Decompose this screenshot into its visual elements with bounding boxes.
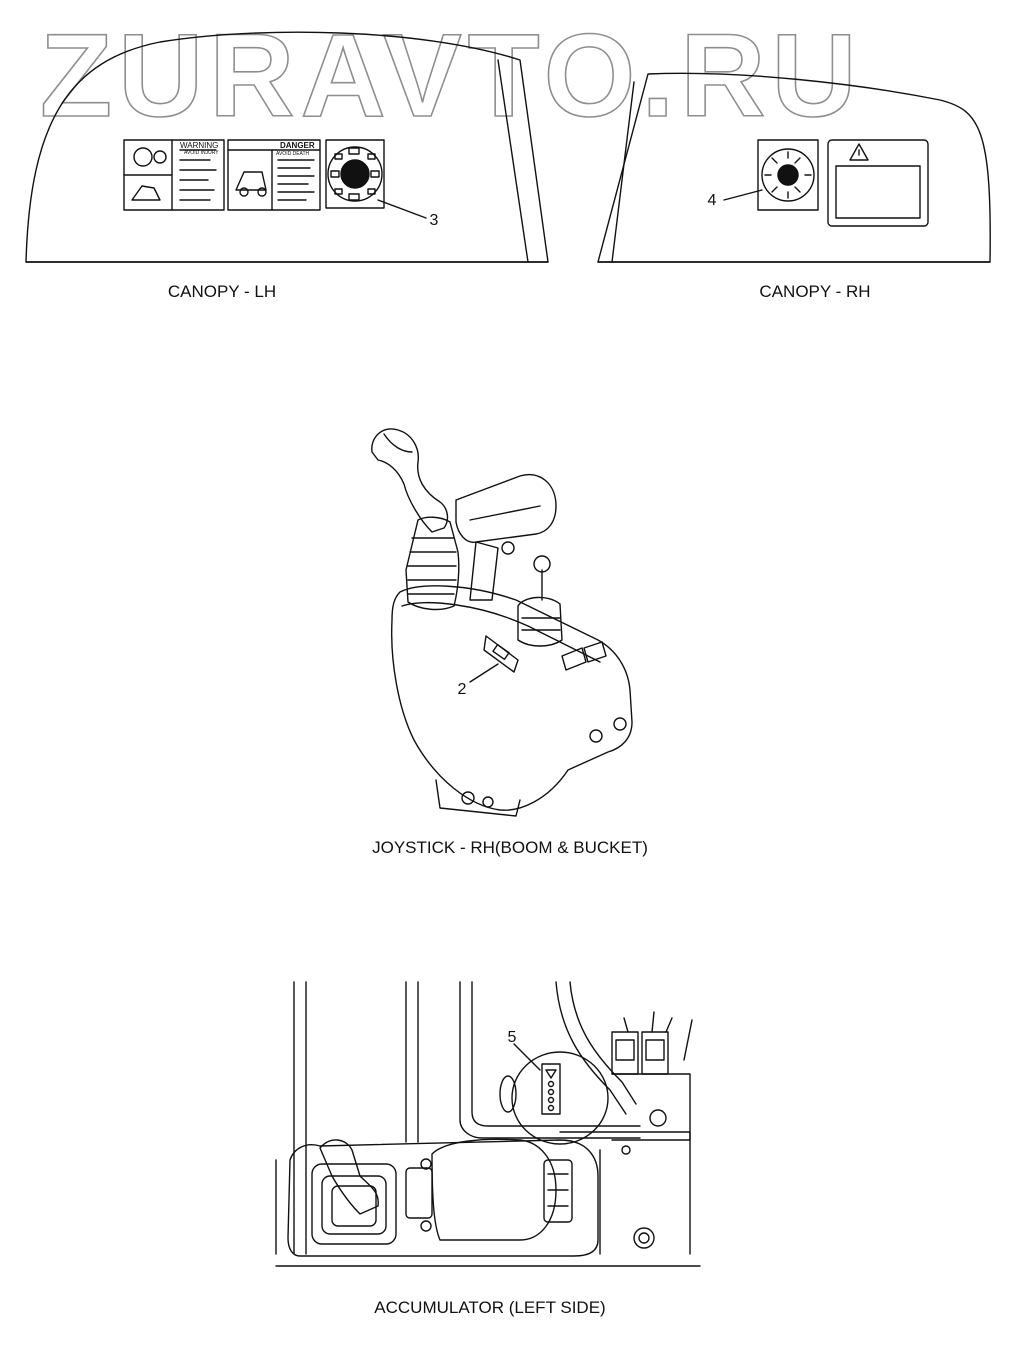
watermark-text: ZURAVTO.RU bbox=[40, 10, 863, 142]
caption-canopy-rh: CANOPY - RH bbox=[759, 282, 871, 301]
callout-5-leader bbox=[514, 1044, 540, 1070]
danger-decal-subtitle: AVOID DEATH bbox=[276, 151, 310, 157]
callout-3-leader bbox=[378, 200, 426, 218]
danger-decal-title: DANGER bbox=[280, 141, 315, 150]
callout-2: 2 bbox=[457, 681, 467, 698]
caption-accumulator: ACCUMULATOR (LEFT SIDE) bbox=[374, 1298, 606, 1317]
accumulator-assembly bbox=[276, 982, 700, 1266]
callout-3: 3 bbox=[429, 212, 439, 229]
callout-4: 4 bbox=[707, 192, 717, 209]
warning-decal-subtitle: AVOID INJURY bbox=[184, 150, 219, 156]
canopy-rh-dial-decal bbox=[758, 140, 818, 210]
callout-4-leader bbox=[724, 190, 762, 200]
caption-joystick: JOYSTICK - RH(BOOM & BUCKET) bbox=[372, 838, 648, 857]
joystick-assembly bbox=[372, 429, 632, 816]
callout-2-leader bbox=[470, 664, 498, 682]
warning-decal-title: WARNING bbox=[180, 141, 219, 150]
callout-5: 5 bbox=[507, 1029, 517, 1046]
canopy-lh-dial-decal bbox=[326, 140, 384, 208]
caption-canopy-lh: CANOPY - LH bbox=[167, 282, 277, 301]
canopy-rh-warning-decal bbox=[828, 140, 928, 226]
